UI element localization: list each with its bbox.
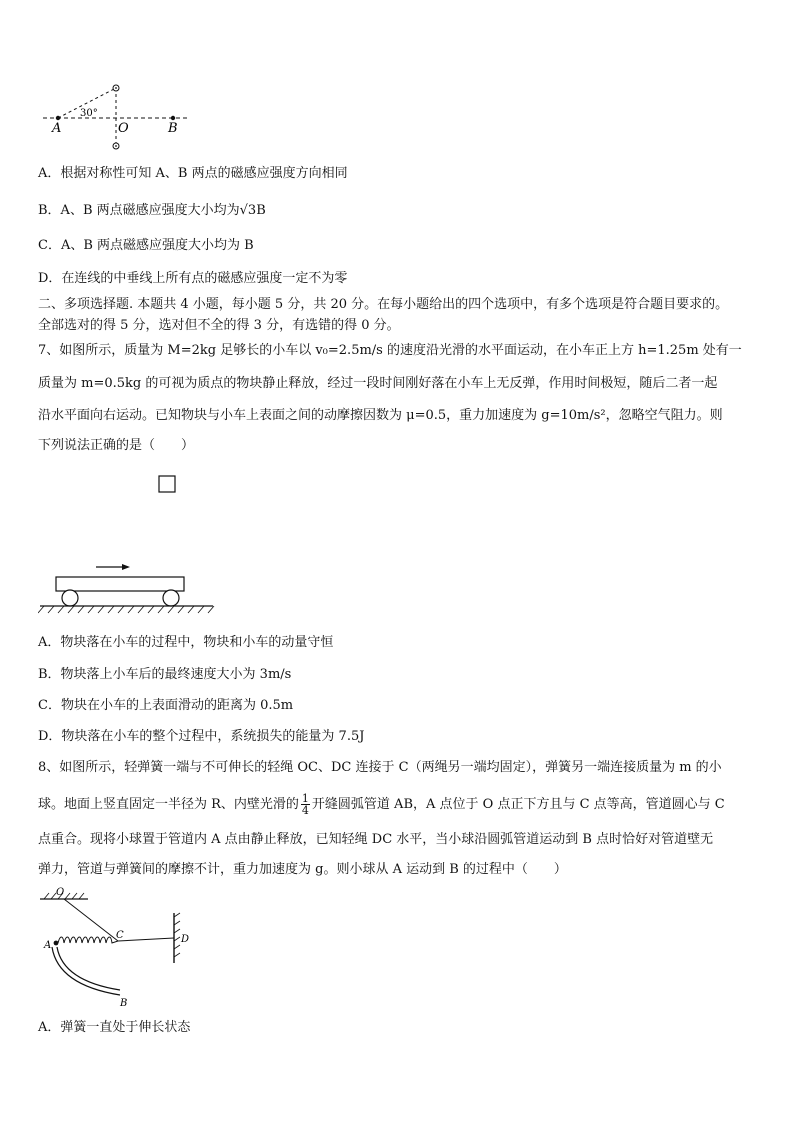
q8-line-1: 8、如图所示，轻弹簧一端与不可伸长的轻绳 OC、DC 连接于 C（两绳另一端均固定），弹簧另一端连接质量为 m 的小 [38, 760, 722, 775]
q6-option-b-value: √3B [239, 203, 266, 218]
q6-option-a: A．根据对称性可知 A、B 两点的磁感应强度方向相同 [38, 166, 348, 181]
fig-label-b: B [120, 998, 128, 1009]
angle-label: 30° [80, 108, 98, 119]
q6-option-b [38, 203, 266, 219]
q7-line-3: 沿水平面向右运动。已知物块与小车上表面之间的动摩擦因数为 μ=0.5，重力加速度为 g=10m/s²，忽略空气阻力。则 [38, 408, 723, 423]
q6-option-b-text: B．A、B 两点磁感应强度大小均为 [38, 203, 240, 218]
q7-line-1: 7、如图所示，质量为 M=2kg 足够长的小车以 v₀=2.5m/s 的速度沿光滑的水平面运动，在小车正上方 h=1.25m 处有一 [38, 343, 742, 358]
q8-line-2 [38, 793, 725, 816]
q6-option-c: C．A、B 两点磁感应强度大小均为 B [38, 238, 254, 253]
q8-line-2-part-a: 球。地面上竖直固定一半径为 R、内壁光滑的 [38, 797, 299, 812]
q8-line-3: 点重合。现将小球置于管道内 A 点由静止释放，已知轻绳 DC 水平，当小球沿圆弧管道运动到 B 点时恰好对管道壁无 [38, 832, 714, 847]
fig-label-d: D [181, 934, 190, 945]
fig-label-c: C [116, 930, 124, 941]
label-a: A [52, 121, 62, 136]
fraction-denominator: 4 [301, 804, 309, 817]
quarter-fraction [301, 793, 310, 816]
figure-cart [38, 470, 223, 620]
section2-instructions-1: 二、多项选择题. 本题共 4 小题，每小题 5 分，共 20 分。在每小题给出的四个选项中，有多个选项是符合题目要求的。 [38, 297, 729, 312]
q7-line-2: 质量为 m=0.5kg 的可视为质点的物块静止释放，经过一段时间刚好落在小车上无反弹，作用时间极短，随后二者一起 [38, 376, 718, 391]
q6-option-d: D．在连线的中垂线上所有点的磁感应强度一定不为零 [38, 271, 348, 286]
label-o: O [118, 121, 129, 136]
fraction-numerator: 1 [301, 792, 309, 805]
fig-label-o: O [56, 887, 65, 898]
q8-line-2-part-b: 开缝圆弧管道 AB，A 点位于 O 点正下方且与 C 点等高，管道圆心与 C [311, 797, 725, 812]
q8-line-4: 弹力，管道与弹簧间的摩擦不计，重力加速度为 g。则小球从 A 运动到 B 的过程中（ ） [38, 862, 567, 877]
figure-spring-tube [36, 885, 201, 1015]
section2-instructions-2: 全部选对的得 5 分，选对但不全的得 3 分，有选错的得 0 分。 [38, 318, 400, 333]
figure-field-points [38, 80, 198, 155]
q7-option-c: C．物块在小车的上表面滑动的距离为 0.5m [38, 698, 294, 713]
label-b: B [168, 121, 178, 136]
q7-option-d: D．物块落在小车的整个过程中，系统损失的能量为 7.5J [38, 729, 365, 744]
q7-option-a: A．物块落在小车的过程中，物块和小车的动量守恒 [38, 635, 334, 650]
q7-line-4: 下列说法正确的是（ ） [38, 438, 195, 453]
fig-label-a: A [44, 940, 52, 951]
q8-option-a: A．弹簧一直处于伸长状态 [38, 1020, 191, 1035]
q7-option-b: B．物块落上小车后的最终速度大小为 3m/s [38, 667, 292, 682]
